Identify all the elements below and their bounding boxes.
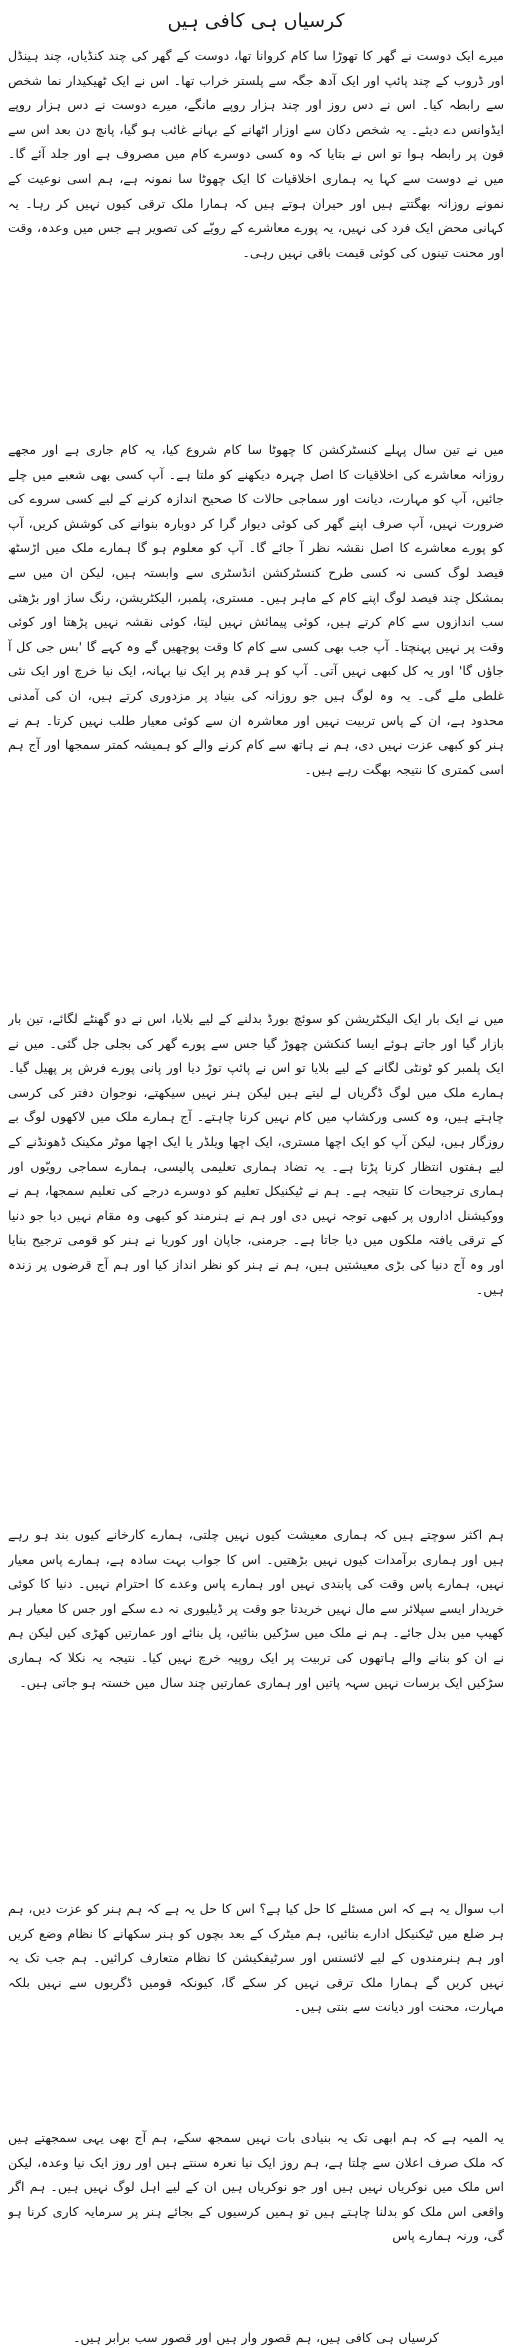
article-paragraph: میں نے تین سال پہلے کنسٹرکشن کا چھوٹا سا کام شروع کیا، یہ کام جاری ہے اور مجھے روزانہ معاشرے کی اخلاقیات کا اصل چہرہ دیکھنے کو ملتا ہے۔ آپ کسی بھی شعبے میں چلے جائیں، آپ کو مہارت، دیانت اور سماجی حالات کا صحیح اندازہ کرنے کے لیے کسی سروے کی ضرورت نہیں، آپ صرف اپنے گھر کی کوئی دیوار گرا کر دوبارہ بنوانے کی کوشش کریں، آپ کو پورے معاشرے کا اصل نقشہ نظر آ جائے گا۔ آپ کو معلوم ہو گا ہمارے ملک میں اڑسٹھ فیصد لوگ کسی نہ کسی طرح کنسٹرکشن انڈسٹری سے وابستہ ہیں، لیکن ان میں سے بمشکل چند فیصد لوگ اپنے کام کے ماہر ہیں۔ مستری، پلمبر، الیکٹریشن، رنگ ساز اور بڑھئی سب اندازوں سے کام کرتے ہیں، کوئی پیمائش نہیں لیتا، کوئی نقشہ نہیں پڑھتا اور کوئی وقت پر نہیں پہنچتا۔ آپ جب بھی کسی سے کام کا وقت پوچھیں گے وہ کہے گا 'بس جی کل آ جاؤں گا' اور یہ کل کبھی نہیں آتی۔ آپ کو ہر قدم پر ایک نیا بہانہ، ایک نیا خرچ اور ایک نئی غلطی ملے گی۔ یہ وہ لوگ ہیں جو روزانہ کی بنیاد پر مزدوری کرتے ہیں، ان کی آمدنی محدود ہے، ان کے پاس تربیت نہیں اور معاشرہ ان سے کوئی معیار طلب نہیں کرتا۔ ہم نے ہنر کو کبھی عزت نہیں دی، ہم نے ہاتھ سے کام کرنے والے کو ہمیشہ کمتر سمجھا اور آج ہم اسی کمتری کا نتیجہ بھگت رہے ہیں۔ bbox=[8, 442, 504, 777]
article-closing-line: کرسیاں ہی کافی ہیں، ہم قصور وار ہیں اور قصور سب برابر ہیں۔ bbox=[73, 2330, 439, 2345]
article-paragraph: ہم اکثر سوچتے ہیں کہ ہماری معیشت کیوں نہیں چلتی، ہمارے کارخانے کیوں بند ہو رہے ہیں اور ہماری برآمدات کیوں نہیں بڑھتیں۔ اس کا جواب بہت سادہ ہے، ہمارے پاس معیار نہیں، ہمارے پاس وقت کی پابندی نہیں اور ہمارے پاس وعدے کا احترام نہیں۔ دنیا کا کوئی خریدار ایسے سپلائر سے مال نہیں خریدتا جو وقت پر ڈیلیوری نہ دے سکے اور جس کا معیار ہر کھیپ میں بدل جائے۔ ہم نے ملک میں سڑکیں بنائیں، پل بنائے اور عمارتیں کھڑی کیں لیکن ہم نے ان کو بنانے والے ہاتھوں کی تربیت پر ایک روپیہ خرچ نہیں کیا۔ نتیجہ یہ نکلا کہ ہماری سڑکیں ایک برسات نہیں سہہ پاتیں اور ہماری عمارتیں چند سال میں خستہ ہو جاتی ہیں۔ bbox=[8, 1527, 504, 1690]
article-paragraph: اب سوال یہ ہے کہ اس مسئلے کا حل کیا ہے؟ اس کا حل یہ ہے کہ ہم ہنر کو عزت دیں، ہم ہر ضلع میں ٹیکنیکل ادارے بنائیں، ہم میٹرک کے بعد بچوں کو ہنر سکھانے کا نظام وضع کریں اور ہم ہنرمندوں کے لیے لائسنس اور سرٹیفکیشن کا نظام متعارف کرائیں۔ ہم جب تک یہ نہیں کریں گے ہمارا ملک ترقی نہیں کر سکے گا، کیونکہ قومیں ڈگریوں سے نہیں بلکہ مہارت، محنت اور دیانت سے بنتی ہیں۔ bbox=[8, 1901, 504, 2015]
article-headline: کرسیاں ہی کافی ہیں bbox=[167, 10, 345, 32]
article-paragraph: یہ المیہ ہے کہ ہم ابھی تک یہ بنیادی بات نہیں سمجھ سکے، ہم آج بھی یہی سمجھتے ہیں کہ ملک صرف اعلان سے چلتا ہے، ہم روز ایک نیا نعرہ سنتے ہیں اور روز ایک نیا وعدہ، لیکن اس ملک میں نوکریاں نہیں ہیں اور جو نوکریاں ہیں ان کے لیے اہل لوگ نہیں ہیں۔ ہم اگر واقعی اس ملک کو بدلنا چاہتے ہیں تو ہمیں کرسیوں کے بجائے ہنر پر سرمایہ کاری کرنا ہو گی، ورنہ ہمارے پاس bbox=[8, 2130, 504, 2244]
article-paragraph: میرے ایک دوست نے گھر کا تھوڑا سا کام کروانا تھا، دوست کے گھر کی چند کنڈیاں، چند ہینڈل اور ڈروب کے چند پائپ اور ایک آدھ جگہ سے پلستر خراب تھا۔ اس نے ایک ٹھیکیدار نما شخص سے رابطہ کیا۔ اس نے دس روز اور چند ہزار روپے مانگے، میرے دوست نے دس ہزار روپے ایڈوانس دے دیئے۔ یہ شخص دکان سے اوزار اٹھانے کے بہانے غائب ہو گیا، پانچ دن بعد اس سے فون پر رابطہ ہوا تو اس نے بتایا کہ وہ کسی دوسرے کام میں مصروف ہے اور جلد آئے گا۔ میں نے دوست سے کہا یہ ہماری اخلاقیات کا ایک چھوٹا سا نمونہ ہے، ہم اسی نوعیت کے نمونے روزانہ بھگتتے ہیں اور حیران ہوتے ہیں کہ ہمارا ملک ترقی کیوں نہیں کر رہا۔ یہ کہانی محض ایک فرد کی نہیں، یہ پورے معاشرے کے رویّے کی تصویر ہے جس میں وعدہ، وقت اور محنت تینوں کی کوئی قیمت باقی نہیں رہی۔ bbox=[8, 48, 504, 260]
article-paragraph: میں نے ایک بار ایک الیکٹریشن کو سوئچ بورڈ بدلنے کے لیے بلایا، اس نے دو گھنٹے لگائے، تین بار بازار گیا اور جاتے ہوئے ایسا کنکشن چھوڑ گیا جس سے پورے گھر کی بجلی جل گئی۔ میں نے ایک پلمبر کو ٹونٹی لگانے کے لیے بلایا تو اس نے پائپ توڑ دیا اور پانی پورے فرش پر پھیل گیا۔ ہمارے ملک میں لوگ ڈگریاں لے لیتے ہیں لیکن ہنر نہیں سیکھتے، نوجوان دفتر کی کرسی چاہتے ہیں، وہ کسی ورکشاپ میں کام نہیں کرنا چاہتے۔ آج ہمارے ملک میں لاکھوں لوگ بے روزگار ہیں، لیکن آپ کو ایک اچھا مستری، ایک اچھا ویلڈر یا ایک اچھا موٹر مکینک ڈھونڈنے کے لیے ہفتوں انتظار کرنا پڑتا ہے۔ یہ تضاد ہماری تعلیمی پالیسی، ہمارے سماجی رویّوں اور ہماری ترجیحات کا نتیجہ ہے۔ ہم نے ٹیکنیکل تعلیم کو دوسرے درجے کی تعلیم سمجھا، ہم نے ووکیشنل اداروں پر کبھی توجہ نہیں دی اور ہم نے ہنرمند کو کبھی وہ مقام نہیں دیا جو دنیا کے ترقی یافتہ ملکوں میں دیا جاتا ہے۔ جرمنی، جاپان اور کوریا نے ہنر کو قومی ترجیح بنایا اور وہ آج دنیا کی بڑی معیشتیں ہیں، ہم نے ہنر کو نظر انداز کیا اور ہم آج قرضوں پر زندہ ہیں۔ bbox=[8, 1011, 504, 1297]
